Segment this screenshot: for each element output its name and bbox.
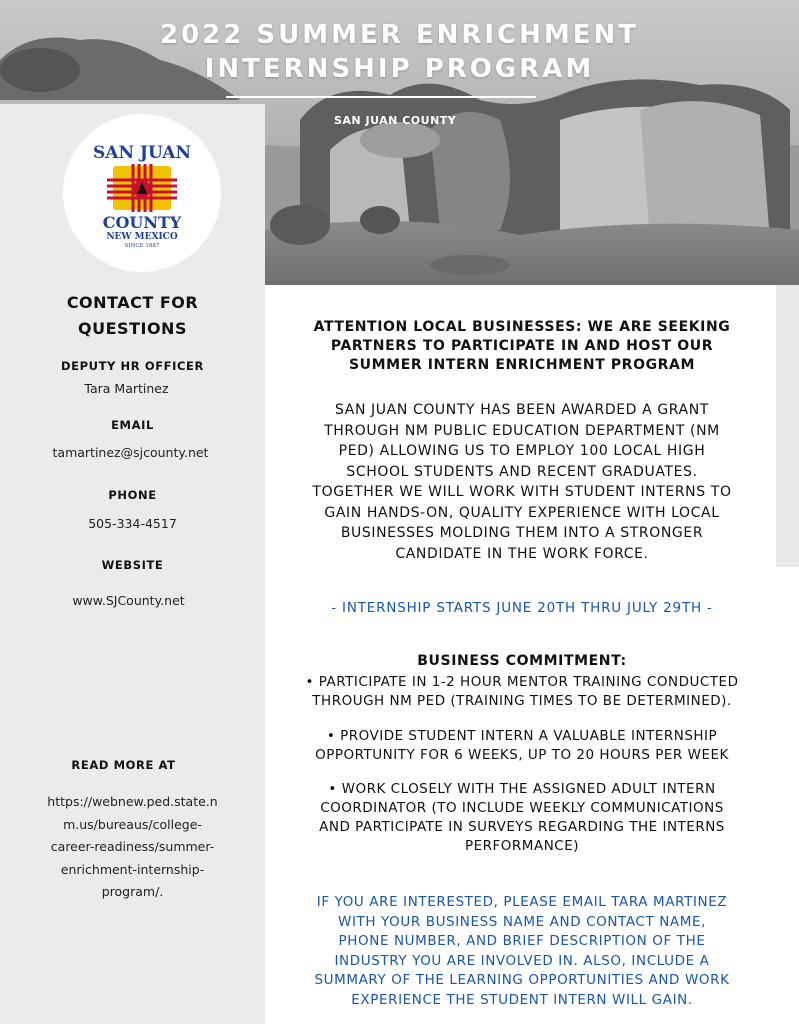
zia-sun-logo-icon bbox=[85, 136, 199, 250]
grant-line-8: CANDIDATE IN THE WORK FORCE. bbox=[395, 545, 649, 562]
bullet-3-line-1: • WORK CLOSELY WITH THE ASSIGNED ADULT INTERN bbox=[328, 781, 716, 797]
officer-label: DEPUTY HR OFFICER bbox=[61, 359, 204, 373]
cta-line-2: WITH YOUR BUSINESS NAME AND CONTACT NAME, bbox=[338, 913, 706, 930]
bullet-1-line-1: • PARTICIPATE IN 1-2 HOUR MENTOR TRAINING CONDUCTED bbox=[305, 674, 739, 690]
read-more-line-1: https://webnew.ped.state.n bbox=[47, 794, 218, 809]
website-link[interactable]: www.SJCounty.net bbox=[72, 593, 185, 608]
bullet-2-line-2: OPPORTUNITY FOR 6 WEEKS, UP TO 20 HOURS PER WEEK bbox=[315, 747, 729, 763]
cta-line-6: EXPERIENCE THE STUDENT INTERN WILL GAIN. bbox=[351, 991, 693, 1008]
cta-line-4: INDUSTRY YOU ARE INVOLVED IN. ALSO, INCLUDE A bbox=[334, 952, 710, 969]
email-label: EMAIL bbox=[111, 418, 154, 432]
internship-dates: - INTERNSHIP STARTS JUNE 20TH THRU JULY 29TH - bbox=[331, 600, 713, 616]
subtitle: SAN JUAN COUNTY bbox=[334, 114, 457, 127]
grant-line-5: TOGETHER WE WILL WORK WITH STUDENT INTERNS TO bbox=[312, 484, 732, 500]
phone-value: 505-334-4517 bbox=[88, 516, 177, 531]
bullet-3-line-3: AND PARTICIPATE IN SURVEYS REGARDING THE INTERNS bbox=[319, 819, 725, 835]
attention-line-1: ATTENTION LOCAL BUSINESSES: WE ARE SEEKING bbox=[313, 319, 731, 335]
bullet-3-line-2: COORDINATOR (TO INCLUDE WEEKLY COMMUNICATIONS bbox=[320, 800, 724, 816]
contact-heading-line-2: QUESTIONS bbox=[78, 319, 187, 338]
grant-line-1: SAN JUAN COUNTY HAS BEEN AWARDED A GRANT bbox=[335, 402, 709, 418]
website-label: WEBSITE bbox=[101, 558, 164, 572]
read-more-label: READ MORE AT bbox=[71, 758, 176, 772]
officer-name: Tara Martinez bbox=[84, 381, 169, 396]
county-logo bbox=[63, 114, 221, 272]
email-link[interactable]: tamartinez@sjcounty.net bbox=[52, 445, 209, 460]
commitment-bullet-3 bbox=[272, 780, 772, 856]
bullet-1-line-2: THROUGH NM PED (TRAINING TIMES TO BE DETERMINED). bbox=[312, 693, 732, 709]
grant-line-3: PED) ALLOWING US TO EMPLOY 100 LOCAL HIGH bbox=[338, 443, 706, 459]
read-more-line-5: program/. bbox=[101, 884, 164, 899]
commitment-bullet-1 bbox=[272, 673, 772, 711]
grant-line-2: THROUGH NM PUBLIC EDUCATION DEPARTMENT (NM bbox=[324, 422, 720, 439]
bullet-3-line-4: PERFORMANCE) bbox=[464, 838, 580, 854]
title-divider bbox=[226, 96, 536, 98]
commitment-bullet-2 bbox=[272, 727, 772, 765]
bullet-2-line-1: • PROVIDE STUDENT INTERN A VALUABLE INTERNSHIP bbox=[326, 728, 718, 744]
grant-line-7: BUSINESSES MOLDING THEM INTO A STRONGER bbox=[340, 525, 704, 541]
contact-heading bbox=[0, 290, 265, 342]
read-more-link[interactable] bbox=[0, 791, 265, 904]
grant-line-4: SCHOOL STUDENTS AND RECENT GRADUATES. bbox=[346, 463, 698, 480]
logo-text-county: COUNTY bbox=[102, 213, 182, 232]
contact-heading-line-1: CONTACT FOR bbox=[66, 293, 199, 312]
title-line-1: 2022 SUMMER ENRICHMENT bbox=[159, 20, 640, 50]
read-more-line-2: m.us/bureaus/college- bbox=[63, 816, 202, 832]
read-more-line-3: career-readiness/summer- bbox=[50, 839, 215, 854]
attention-line-3: SUMMER INTERN ENRICHMENT PROGRAM bbox=[348, 357, 696, 373]
read-more-line-4: enrichment-internship- bbox=[60, 861, 205, 877]
logo-text-san-juan: SAN JUAN bbox=[93, 143, 191, 163]
attention-line-2: PARTNERS TO PARTICIPATE IN AND HOST OUR bbox=[330, 338, 714, 354]
page-title bbox=[0, 18, 799, 86]
cta-line-1: IF YOU ARE INTERESTED, PLEASE EMAIL TARA MARTINEZ bbox=[316, 894, 728, 910]
cta-line-5: SUMMARY OF THE LEARNING OPPORTUNITIES AND WORK bbox=[314, 972, 730, 988]
logo-text-new-mexico: NEW MEXICO bbox=[106, 232, 178, 242]
logo-text-since: SINCE 1887 bbox=[124, 243, 160, 249]
phone-label: PHONE bbox=[108, 488, 157, 502]
right-accent-strip bbox=[776, 285, 799, 567]
commitment-heading: BUSINESS COMMITMENT: bbox=[417, 653, 627, 669]
grant-paragraph bbox=[272, 400, 772, 564]
call-to-action bbox=[272, 893, 772, 1010]
attention-heading bbox=[272, 318, 772, 375]
cta-line-3: PHONE NUMBER, AND BRIEF DESCRIPTION OF THE bbox=[338, 933, 706, 949]
grant-line-6: GAIN HANDS-ON, QUALITY EXPERIENCE WITH LOCAL bbox=[324, 504, 720, 521]
title-line-2: INTERNSHIP PROGRAM bbox=[204, 54, 595, 84]
